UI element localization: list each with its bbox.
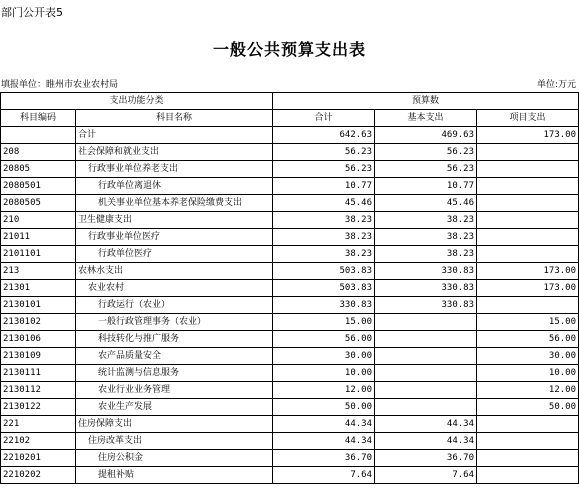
project-cell [477, 195, 579, 212]
basic-cell: 56.23 [375, 144, 477, 161]
name-cell: 行政运行（农业） [76, 297, 273, 314]
project-cell [477, 297, 579, 314]
code-cell: 2130112 [1, 382, 76, 399]
total-cell: 45.46 [273, 195, 375, 212]
total-cell: 330.83 [273, 297, 375, 314]
name-cell: 农业行业业务管理 [76, 382, 273, 399]
reporting-unit: 填报单位：睢州市农业农村局 [1, 80, 119, 90]
project-cell [477, 229, 579, 246]
total-cell: 44.34 [273, 416, 375, 433]
budget-table [0, 92, 579, 484]
total-cell: 12.00 [273, 382, 375, 399]
name-cell: 农林水支出 [76, 263, 273, 280]
total-cell: 30.00 [273, 348, 375, 365]
table-row [1, 331, 579, 348]
basic-cell: 7.64 [375, 467, 477, 484]
total-cell: 56.00 [273, 331, 375, 348]
project-cell [477, 433, 579, 450]
header-basic: 基本支出 [375, 110, 477, 127]
code-cell: 2130109 [1, 348, 76, 365]
header-group-row [1, 93, 579, 110]
name-cell: 行政事业单位养老支出 [76, 161, 273, 178]
table-row [1, 127, 579, 144]
code-cell: 208 [1, 144, 76, 161]
name-cell: 行政单位医疗 [76, 246, 273, 263]
basic-cell: 10.77 [375, 178, 477, 195]
header-total: 合计 [273, 110, 375, 127]
basic-cell: 56.23 [375, 161, 477, 178]
basic-cell: 469.63 [375, 127, 477, 144]
code-cell: 2101101 [1, 246, 76, 263]
project-cell: 12.00 [477, 382, 579, 399]
basic-cell: 44.34 [375, 433, 477, 450]
basic-cell: 38.23 [375, 229, 477, 246]
basic-cell: 330.83 [375, 263, 477, 280]
name-cell: 合计 [76, 127, 273, 144]
header-budget-amount: 预算数 [273, 93, 579, 110]
total-cell: 56.23 [273, 161, 375, 178]
table-row [1, 195, 579, 212]
project-cell: 30.00 [477, 348, 579, 365]
table-row [1, 178, 579, 195]
table-row [1, 314, 579, 331]
table-row [1, 144, 579, 161]
table-row [1, 382, 579, 399]
basic-cell [375, 382, 477, 399]
name-cell: 一般行政管理事务（农业） [76, 314, 273, 331]
name-cell: 农产品质量安全 [76, 348, 273, 365]
header-functional-classification: 支出功能分类 [1, 93, 273, 110]
basic-cell: 330.83 [375, 297, 477, 314]
project-cell [477, 467, 579, 484]
table-row [1, 212, 579, 229]
name-cell: 住房保障支出 [76, 416, 273, 433]
name-cell: 科技转化与推广服务 [76, 331, 273, 348]
name-cell: 农业生产发展 [76, 399, 273, 416]
name-cell: 卫生健康支出 [76, 212, 273, 229]
project-cell: 173.00 [477, 263, 579, 280]
total-cell: 38.23 [273, 229, 375, 246]
table-row [1, 416, 579, 433]
total-cell: 7.64 [273, 467, 375, 484]
basic-cell: 330.83 [375, 280, 477, 297]
project-cell: 173.00 [477, 127, 579, 144]
page-title: 一般公共预算支出表 [212, 40, 366, 59]
table-row [1, 399, 579, 416]
total-cell: 50.00 [273, 399, 375, 416]
header-project: 项目支出 [477, 110, 579, 127]
project-cell: 173.00 [477, 280, 579, 297]
code-cell: 22102 [1, 433, 76, 450]
table-row [1, 263, 579, 280]
total-cell: 44.34 [273, 433, 375, 450]
basic-cell: 38.23 [375, 212, 477, 229]
basic-cell: 45.46 [375, 195, 477, 212]
table-row [1, 348, 579, 365]
code-cell: 2130122 [1, 399, 76, 416]
code-cell: 2080505 [1, 195, 76, 212]
project-cell [477, 178, 579, 195]
table-row [1, 297, 579, 314]
name-cell: 机关事业单位基本养老保险缴费支出 [76, 195, 273, 212]
basic-cell [375, 365, 477, 382]
name-cell: 农业农村 [76, 280, 273, 297]
project-cell: 50.00 [477, 399, 579, 416]
table-row [1, 229, 579, 246]
project-cell: 56.00 [477, 331, 579, 348]
code-cell: 2130102 [1, 314, 76, 331]
project-cell [477, 212, 579, 229]
project-cell [477, 161, 579, 178]
name-cell: 提租补贴 [76, 467, 273, 484]
project-cell [477, 416, 579, 433]
basic-cell [375, 314, 477, 331]
table-row [1, 433, 579, 450]
table-body [1, 127, 579, 484]
corner-label: 部门公开表5 [1, 6, 63, 19]
project-cell [477, 144, 579, 161]
total-cell: 38.23 [273, 212, 375, 229]
name-cell: 住房公积金 [76, 450, 273, 467]
code-cell: 2080501 [1, 178, 76, 195]
total-cell: 56.23 [273, 144, 375, 161]
code-cell: 210 [1, 212, 76, 229]
table-row [1, 450, 579, 467]
currency-unit: 单位:万元 [536, 80, 576, 90]
project-cell: 15.00 [477, 314, 579, 331]
basic-cell: 44.34 [375, 416, 477, 433]
name-cell: 社会保障和就业支出 [76, 144, 273, 161]
project-cell: 10.00 [477, 365, 579, 382]
code-cell: 21301 [1, 280, 76, 297]
code-cell: 2130101 [1, 297, 76, 314]
name-cell: 统计监测与信息服务 [76, 365, 273, 382]
code-cell: 21011 [1, 229, 76, 246]
table-row [1, 161, 579, 178]
basic-cell [375, 331, 477, 348]
code-cell: 2130111 [1, 365, 76, 382]
code-cell: 2210202 [1, 467, 76, 484]
total-cell: 15.00 [273, 314, 375, 331]
basic-cell: 38.23 [375, 246, 477, 263]
header-column-row [1, 110, 579, 127]
code-cell [1, 127, 76, 144]
basic-cell [375, 399, 477, 416]
basic-cell: 36.70 [375, 450, 477, 467]
header-name: 科目名称 [76, 110, 273, 127]
code-cell: 2210201 [1, 450, 76, 467]
table-row [1, 365, 579, 382]
code-cell: 221 [1, 416, 76, 433]
name-cell: 行政单位离退休 [76, 178, 273, 195]
table-row [1, 246, 579, 263]
code-cell: 2130106 [1, 331, 76, 348]
total-cell: 503.83 [273, 263, 375, 280]
table-row [1, 280, 579, 297]
project-cell [477, 246, 579, 263]
name-cell: 住房改革支出 [76, 433, 273, 450]
code-cell: 213 [1, 263, 76, 280]
table-row [1, 467, 579, 484]
total-cell: 503.83 [273, 280, 375, 297]
total-cell: 10.00 [273, 365, 375, 382]
header-code: 科目编码 [1, 110, 76, 127]
name-cell: 行政事业单位医疗 [76, 229, 273, 246]
total-cell: 36.70 [273, 450, 375, 467]
total-cell: 642.63 [273, 127, 375, 144]
code-cell: 20805 [1, 161, 76, 178]
total-cell: 38.23 [273, 246, 375, 263]
basic-cell [375, 348, 477, 365]
total-cell: 10.77 [273, 178, 375, 195]
project-cell [477, 450, 579, 467]
